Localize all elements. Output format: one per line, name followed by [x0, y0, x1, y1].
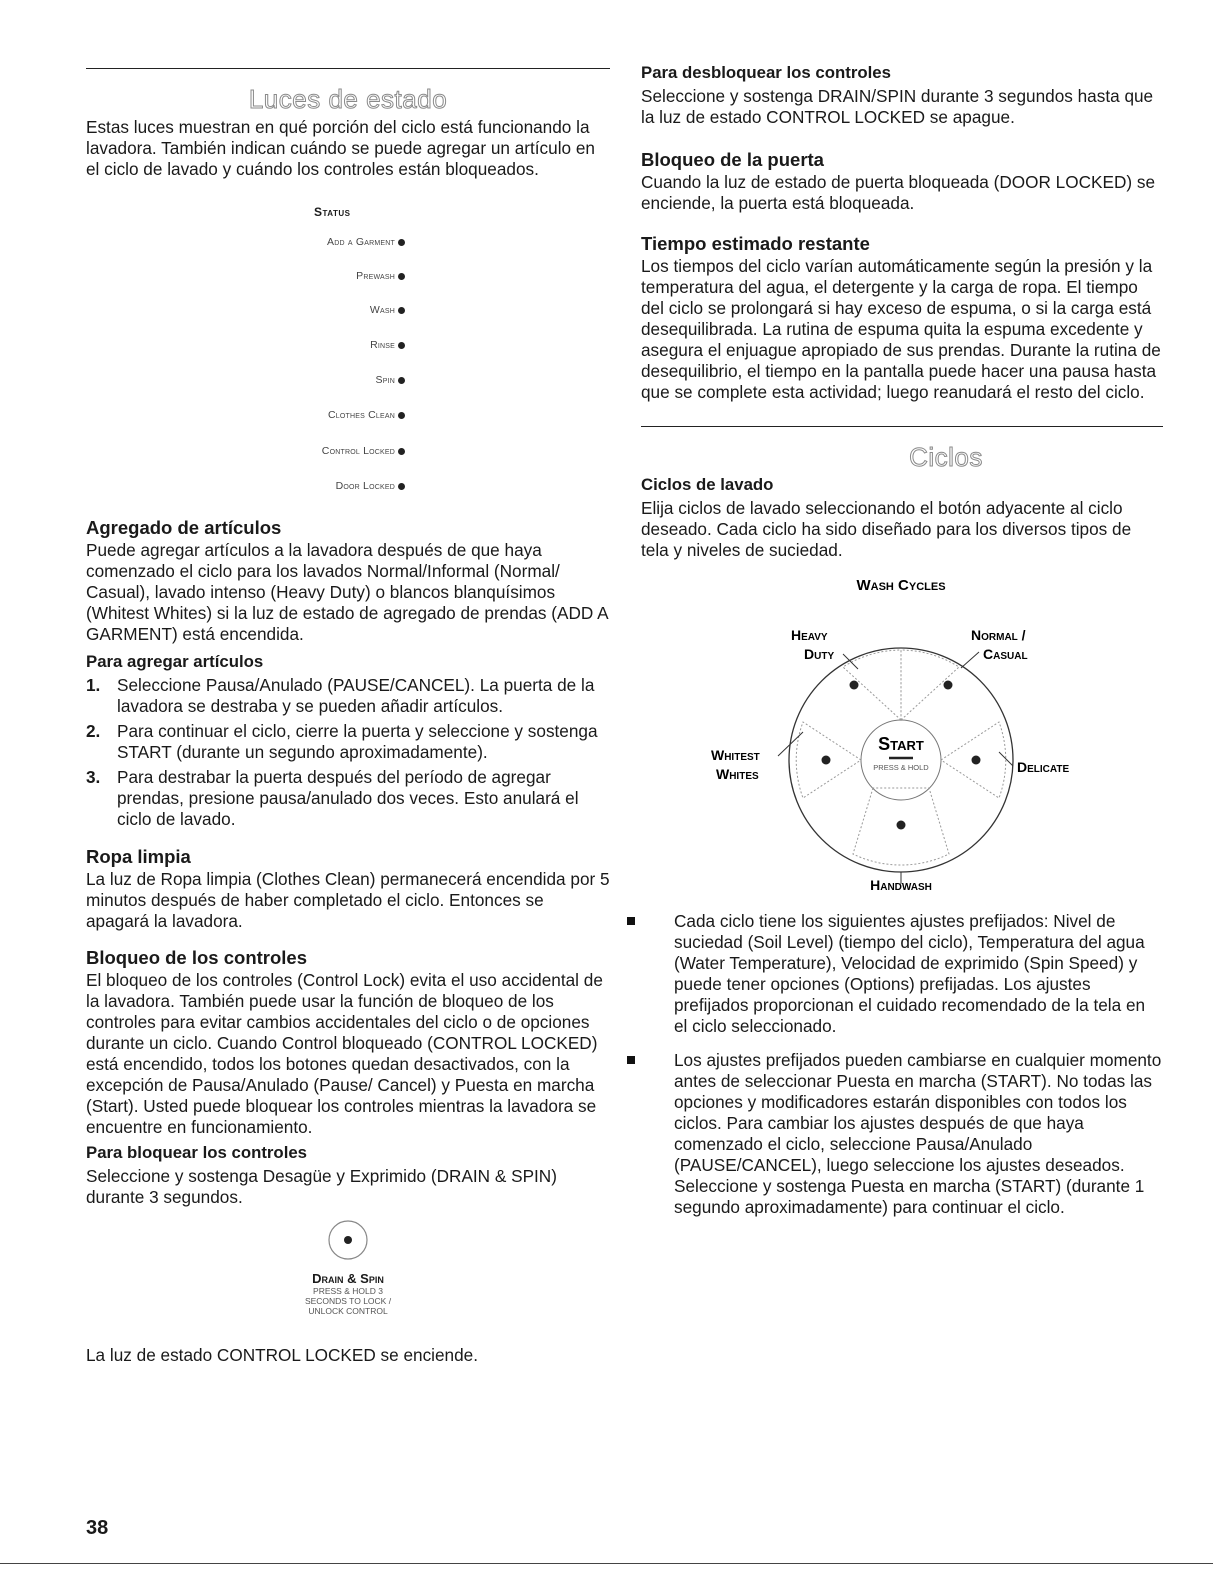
page-number: 38 — [86, 1517, 109, 1539]
status-dot-icon — [398, 377, 405, 384]
bloqueo-body: El bloqueo de los controles (Control Lock) evita el uso accidental de la lavadora. También puede usar la función de bloqueo de los controles para evitar cambios accidentales del ciclo o de opciones durante un ciclo. Cuando Control bloqueado (CONTROL LOCKED) está encendido, todos los botones quedan desactivados, con la excepción de Pausa/Anulado (Pause/ Cancel) y Puesta en marcha (Start). Usted puede bloquear los controles mientras la lavadora se encuentre en funcionamiento. — [86, 970, 603, 1137]
list-item: Cada ciclo tiene los siguientes ajustes prefijados: Nivel de suciedad (Soil Level) (tiempo del ciclo), Temperatura del agua (Water Temperature), Velocidad de exprimido (Spin Speed) y puede tener opciones (Options) prefijadas. Los ajustes prefijados proporcionan el cuidado recomendado de la tela en el ciclo seleccionado. — [641, 911, 1163, 1037]
status-light-rinse: Rinse — [370, 339, 405, 351]
heavy-duty-light-icon — [850, 681, 859, 690]
ropa-body: La luz de Ropa limpia (Clothes Clean) permanecerá encendida por 5 minutos después de haber completado el ciclo. Entonces se apagará la lavadora. — [86, 869, 610, 931]
agregado-heading: Agregado de artículos — [86, 517, 282, 538]
normal-casual-light-icon — [944, 681, 953, 690]
ciclos-title: Ciclos — [909, 442, 983, 472]
desbloquear-block — [641, 62, 1163, 128]
delicate-label: Delicate — [1017, 759, 1070, 775]
status-light-wash: Wash — [370, 304, 405, 316]
para-bloquear-heading: Para bloquear los controles — [86, 1143, 308, 1162]
status-dot-icon — [398, 342, 405, 349]
delicate-light-icon — [972, 756, 981, 765]
ropa-block — [86, 845, 610, 932]
drain-spin-label: Drain & Spin — [312, 1271, 384, 1286]
ciclos-lavado-block — [641, 474, 1163, 561]
desbloquear-body: Seleccione y sostenga DRAIN/SPIN durante 3 segundos hasta que la luz de estado CONTROL LOCKED se apague. — [641, 86, 1154, 127]
status-dot-icon — [398, 448, 405, 455]
agregado-body: Puede agregar artículos a la lavadora después de que haya comenzado el ciclo para los lavados Normal/Informal (Normal/ Casual), lavado intenso (Heavy Duty) o blancos blanquísimos (Whitest Whites) si la luz de estado de agregado de prendas (ADD A GARMENT) está encendida. — [86, 540, 608, 644]
whitest-label-1: Whitest — [711, 747, 760, 763]
heavy-label-1: Heavy — [791, 627, 828, 643]
handwash-label: Handwash — [870, 877, 932, 893]
presets-list — [641, 911, 1163, 1218]
list-item: Los ajustes prefijados pueden cambiarse en cualquier momento antes de seleccionar Puesta en marcha (START). No todas las opciones y modificadores estarán disponibles con todos los ciclos. Para cambiar los ajustes después de que haya comenzado el ciclo, seleccione Pausa/Anulado (PAUSE/CANCEL), luego seleccione los ajustes deseados. Seleccione y sostenga Puesta en marcha (START) (durante 1 segundo aproximadamente) para continuar el ciclo. — [641, 1050, 1163, 1218]
start-label: Start — [878, 734, 924, 754]
drain-spin-caption-2: SECONDS TO LOCK / — [304, 1296, 392, 1306]
drain-spin-caption-1: PRESS & HOLD 3 — [313, 1286, 383, 1296]
status-dot-icon — [398, 483, 405, 490]
status-dot-icon — [398, 239, 405, 246]
heavy-leader-line — [843, 654, 858, 669]
tiempo-block — [641, 232, 1163, 403]
status-intro-block — [86, 117, 610, 180]
ciclos-lavado-heading: Ciclos de lavado — [641, 475, 774, 494]
start-caption: PRESS & HOLD — [873, 763, 929, 772]
control-locked-note-block — [86, 1345, 610, 1366]
puerta-block — [641, 148, 1163, 214]
wash-cycles-dial — [693, 572, 1163, 902]
normal-label-2: Casual — [983, 646, 1028, 662]
bloqueo-heading: Bloqueo de los controles — [86, 947, 307, 968]
status-light-spin: Spin — [376, 374, 405, 386]
list-item: 1. Seleccione Pausa/Anulado (PAUSE/CANCEL). La puerta de la lavadora se destraba y se pueden añadir artículos. — [86, 675, 595, 716]
puerta-heading: Bloqueo de la puerta — [641, 149, 824, 170]
whitest-leader-line — [778, 732, 803, 756]
bullet-square-icon — [627, 1056, 635, 1064]
para-bloquear-body: Seleccione y sostenga Desagüe y Exprimido (DRAIN & SPIN) durante 3 segundos. — [86, 1166, 557, 1207]
section-divider — [641, 426, 1163, 427]
drain-spin-caption-3: UNLOCK CONTROL — [308, 1306, 388, 1316]
status-light-clothes-clean: Clothes Clean — [328, 409, 405, 421]
bloqueo-block — [86, 946, 610, 1208]
status-dot-icon — [398, 307, 405, 314]
status-intro: Estas luces muestran en qué porción del ciclo está funcionando la lavadora. También indican cuándo se puede agregar un artículo en el ciclo de lavado y cuándo los controles están bloqueados. — [86, 117, 595, 179]
drain-spin-button-illustration — [86, 1218, 610, 1316]
normal-leader-line — [961, 652, 979, 668]
tiempo-body: Los tiempos del ciclo varían automáticamente según la presión y la temperatura del agua, el detergente y la carga de ropa. El tiempo del ciclo se prolongará si hay exceso de espuma, o si la carga está desequilibrada. La rutina de espuma quita la espuma excedente y asegura el enjuague apropiado de sus prendas. Durante la rutina de desequilibrio, el tiempo en la pantalla puede hacer una pausa hasta que se complete esta actividad; luego reanudará el resto del ciclo. — [641, 256, 1161, 402]
whitest-label-2: Whites — [716, 766, 759, 782]
agregar-steps — [86, 675, 610, 830]
section-divider — [86, 68, 610, 69]
para-agregar-heading: Para agregar artículos — [86, 652, 264, 671]
list-item: 2. Para continuar el ciclo, cierre la puerta y seleccione y sostenga START (durante un segundo aproximadamente). — [86, 721, 598, 762]
delicate-leader-line — [999, 752, 1013, 766]
status-dot-icon — [398, 412, 405, 419]
whitest-whites-light-icon — [822, 756, 831, 765]
agregado-block — [86, 516, 610, 834]
ciclos-lavado-body: Elija ciclos de lavado seleccionando el botón adyacente al ciclo deseado. Cada ciclo ha sido diseñado para los diversos tipos de tela y niveles de suciedad. — [641, 498, 1132, 560]
status-light-control-locked: Control Locked — [322, 445, 405, 457]
page-bottom-rule — [0, 1563, 1213, 1564]
list-item: 3. Para destrabar la puerta después del período de agregar prendas, presione pausa/anulado dos veces. Esto anulará el ciclo de lavado. — [86, 767, 579, 829]
status-light-door-locked: Door Locked — [336, 480, 405, 492]
desbloquear-heading: Para desbloquear los controles — [641, 63, 891, 82]
puerta-body: Cuando la luz de estado de puerta bloqueada (DOOR LOCKED) se enciende, la puerta está bloqueada. — [641, 172, 1156, 213]
status-dot-icon — [398, 273, 405, 280]
status-lights-title: Luces de estado — [248, 84, 448, 114]
normal-label-1: Normal / — [971, 627, 1026, 643]
status-panel-heading: Status — [314, 205, 351, 219]
ropa-heading: Ropa limpia — [86, 846, 191, 867]
status-light-prewash: Prewash — [356, 270, 405, 282]
wash-cycles-heading: Wash Cycles — [856, 577, 946, 594]
handwash-light-icon — [897, 821, 906, 830]
bullet-square-icon — [627, 917, 635, 925]
bullets-block — [641, 911, 1163, 1231]
tiempo-heading: Tiempo estimado restante — [641, 233, 870, 254]
drain-spin-button-icon — [326, 1218, 370, 1262]
heavy-label-2: Duty — [804, 646, 835, 662]
status-light-add-garment: Add a Garment — [327, 236, 405, 248]
control-locked-note: La luz de estado CONTROL LOCKED se enciende. — [86, 1345, 479, 1365]
